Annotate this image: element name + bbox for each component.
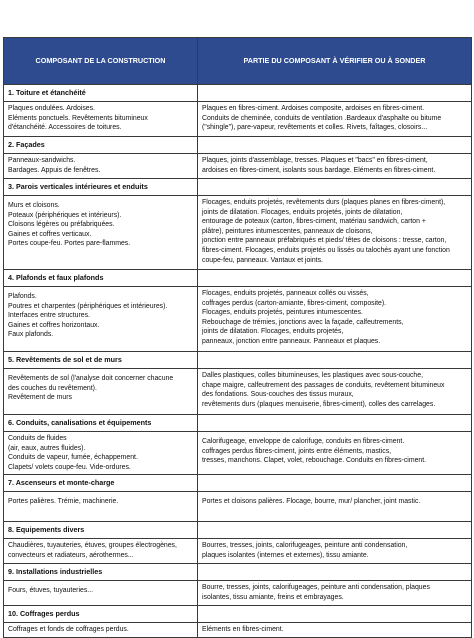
- section-title-row: [4, 605, 472, 622]
- section-title-row: [4, 415, 472, 432]
- asbestos-inspection-table-container: [3, 37, 471, 638]
- inspection-cell: Flocages, enduits projetés, revêtements durs (plaques planes en fibres-ciment), joints de dilatation. Flocages, enduits projetés, joints de dilatation, entourage de poteaux (carton, fibres-ciment, matériau sandwich, carton + plâtre), peintures intumescentes, panneaux de cloisons, jonction entre panneaux préfabriqués et pieds/ têtes de cloisons : tresse, carton, fibres-ciment. Flocages, enduits projetés ou lissés ou talochés ayant une fonction coupe-feu, panneaux. Vantaux et joints.: [198, 196, 472, 270]
- section-title-row: [4, 179, 472, 196]
- section-content-row: [4, 154, 472, 179]
- section-title: 7. Ascenseurs et monte-charge: [4, 475, 198, 492]
- component-cell: Panneaux-sandwichs. Bardages. Appuis de fenêtres.: [4, 154, 198, 179]
- section-title: 10. Coffrages perdus: [4, 605, 198, 622]
- section-title-blank: [198, 270, 472, 287]
- component-cell: Coffrages et fonds de coffrages perdus.: [4, 622, 198, 637]
- section-title-blank: [198, 137, 472, 154]
- section-title-blank: [198, 352, 472, 369]
- component-cell: Portes palières. Trémie, machinerie.: [4, 492, 198, 522]
- section-title-row: [4, 85, 472, 102]
- inspection-cell: Flocages, enduits projetés, panneaux collés ou vissés, coffrages perdus (carton-amiante, fibres-ciment, composite). Flocages, enduits projetés, peintures intumescentes. Rebouchage de trémies, jonctions avec la façade, calfeutrements, joints de dilatation. Flocages, enduits projetés, panneaux, jonction entre panneaux. Panneaux et plaques.: [198, 287, 472, 352]
- table-header-row: [4, 38, 472, 85]
- component-cell: Conduits de fluides (air, eaux, autres fluides). Conduits de vapeur, fumée, échappement. Clapets/ volets coupe-feu. Vide-ordures.: [4, 432, 198, 475]
- inspection-cell: Bourres, tresses, joints, calorifugeages, peinture anti condensation, plaques isolantes (internes et externes), tissu amiante.: [198, 539, 472, 564]
- component-cell: Revêtements de sol (l'analyse doit concerner chacune des couches du revêtement). Revêtement de murs: [4, 369, 198, 415]
- section-title: 4. Plafonds et faux plafonds: [4, 270, 198, 287]
- inspection-cell: Dalles plastiques, colles bitumineuses, les plastiques avec sous-couche, chape maigre, calfeutrement des passages de conduits, revêtement bitumineux des fondations. Sous-couches des tissus muraux, revêtements durs (plaques menuiserie, fibres-ciment), colles des carrelages.: [198, 369, 472, 415]
- section-title-row: [4, 137, 472, 154]
- section-content-row: [4, 432, 472, 475]
- section-title: 5. Revêtements de sol et de murs: [4, 352, 198, 369]
- section-content-row: [4, 492, 472, 522]
- section-title-blank: [198, 564, 472, 581]
- section-title-row: [4, 564, 472, 581]
- header-construction-component: COMPOSANT DE LA CONSTRUCTION: [4, 38, 198, 85]
- section-title: 1. Toiture et étanchéité: [4, 85, 198, 102]
- section-title: 9. Installations industrielles: [4, 564, 198, 581]
- section-content-row: [4, 287, 472, 352]
- component-cell: Murs et cloisons. Poteaux (périphériques et intérieurs). Cloisons légères ou préfabriquées. Gaines et coffres verticaux. Portes coupe-feu. Portes pare-flammes.: [4, 196, 198, 270]
- component-cell: Plafonds. Poutres et charpentes (périphériques et intérieures). Interfaces entre structures. Gaines et coffres horizontaux. Faux plafonds.: [4, 287, 198, 352]
- section-title-blank: [198, 85, 472, 102]
- component-cell: Fours, étuves, tuyauteries...: [4, 581, 198, 605]
- section-content-row: [4, 196, 472, 270]
- section-title: 3. Parois verticales intérieures et enduits: [4, 179, 198, 196]
- section-title-blank: [198, 475, 472, 492]
- section-title-blank: [198, 605, 472, 622]
- section-title-row: [4, 352, 472, 369]
- inspection-cell: Eléments en fibres-ciment.: [198, 622, 472, 637]
- component-cell: Chaudières, tuyauteries, étuves, groupes électrogènes, convecteurs et radiateurs, aérothermes...: [4, 539, 198, 564]
- section-title: 2. Façades: [4, 137, 198, 154]
- component-cell: Plaques ondulées. Ardoises. Eléments ponctuels. Revêtements bitumineux d'étanchéité. Accessoires de toitures.: [4, 102, 198, 137]
- inspection-cell: Plaques en fibres-ciment. Ardoises composite, ardoises en fibres-ciment. Conduits de cheminée, conduits de ventilation .Bardeaux d'asphalte ou bitume ("shingle"), pare-vapeur, revêtements et colles. Rivets, faîtages, closoirs...: [198, 102, 472, 137]
- section-content-row: [4, 369, 472, 415]
- section-title-blank: [198, 179, 472, 196]
- section-title-row: [4, 475, 472, 492]
- inspection-cell: Plaques, joints d'assemblage, tresses. Plaques et "bacs" en fibres-ciment, ardoises en fibres-ciment, isolants sous bardage. Eléments en fibres-ciment.: [198, 154, 472, 179]
- section-title-row: [4, 270, 472, 287]
- inspection-cell: Portes et cloisons palières. Flocage, bourre, mur/ plancher, joint mastic.: [198, 492, 472, 522]
- section-title-blank: [198, 522, 472, 539]
- section-content-row: [4, 539, 472, 564]
- section-title-blank: [198, 415, 472, 432]
- section-title: 6. Conduits, canalisations et équipements: [4, 415, 198, 432]
- section-title: 8. Equipements divers: [4, 522, 198, 539]
- section-title-row: [4, 522, 472, 539]
- header-part-to-inspect: PARTIE DU COMPOSANT À VÉRIFIER OU À SONDER: [198, 38, 472, 85]
- inspection-cell: Calorifugeage, enveloppe de calorifuge, conduits en fibres-ciment. coffrages perdus fibres-ciment, joints entre éléments, mastics, tresses, manchons. Clapet, volet, rebouchage. Conduits en fibres-ciment.: [198, 432, 472, 475]
- inspection-table: [3, 37, 472, 638]
- section-content-row: [4, 581, 472, 605]
- inspection-cell: Bourre, tresses, joints, calorifugeages, peinture anti condensation, plaques isolantes, tissu amiante, freins et embrayages.: [198, 581, 472, 605]
- section-content-row: [4, 102, 472, 137]
